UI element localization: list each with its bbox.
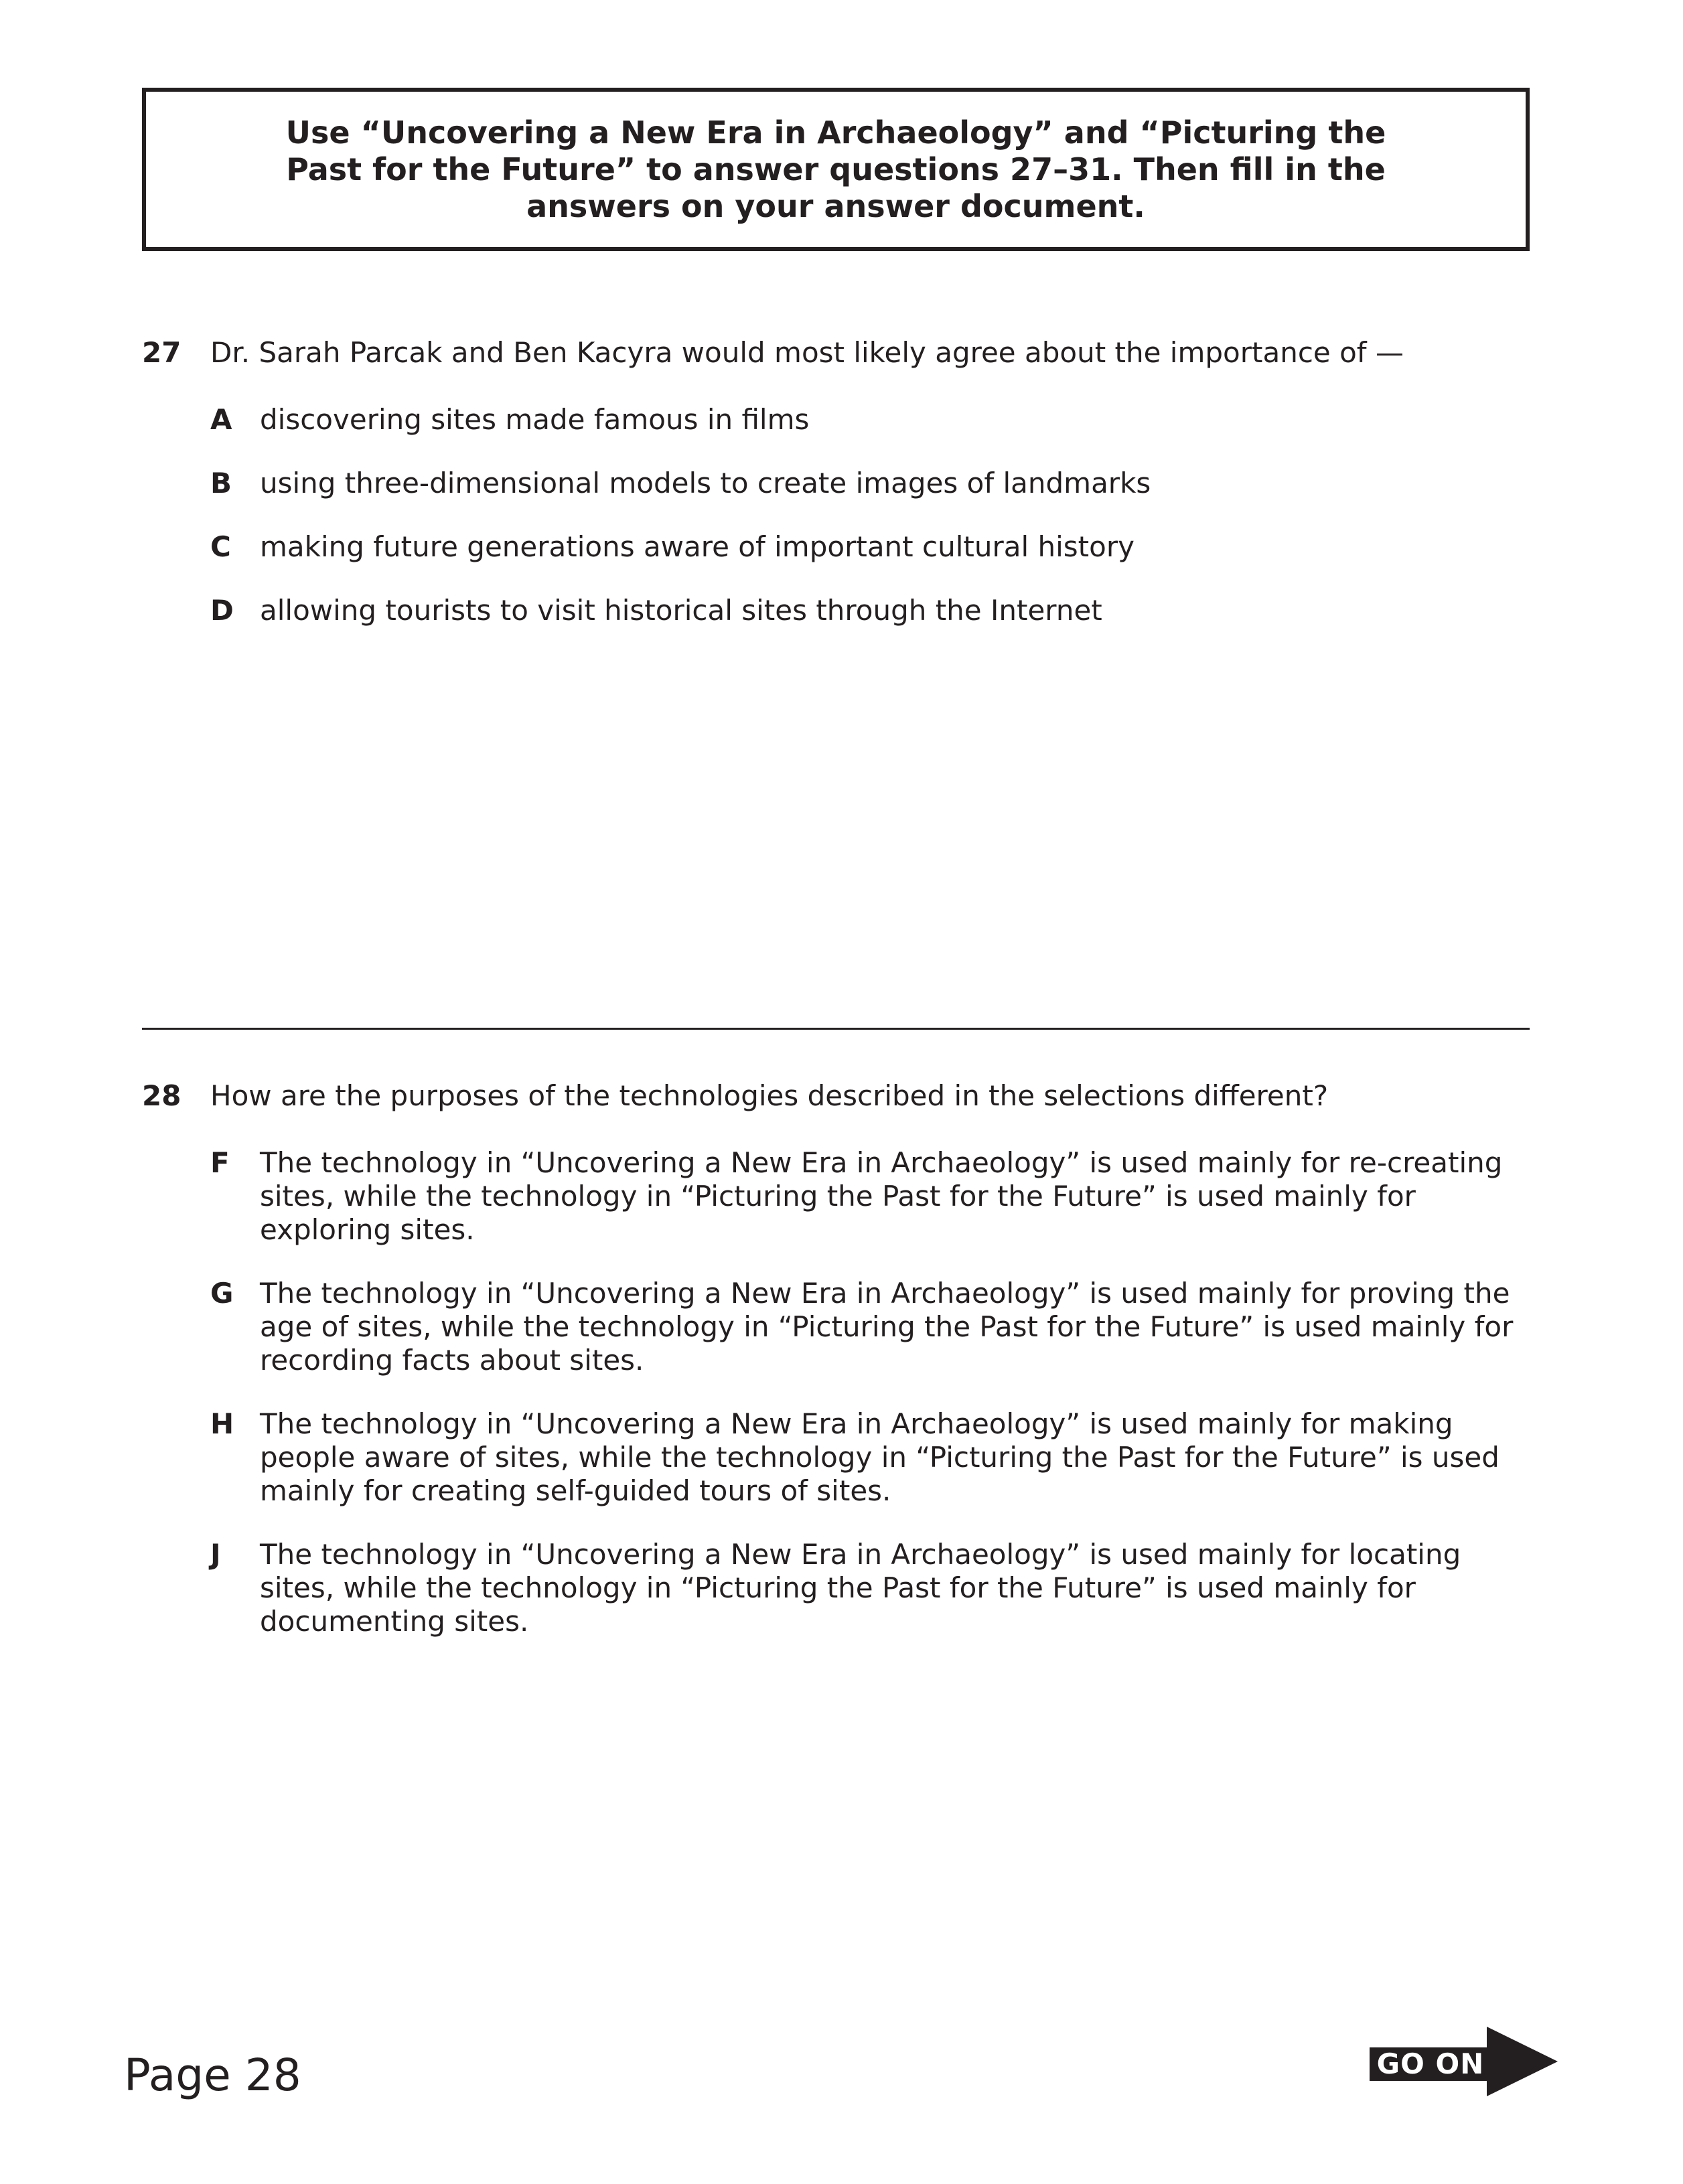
option-f[interactable] [210,1146,1542,1247]
question-header [142,1079,1542,1113]
option-text: The technology in “Uncovering a New Era in Archaeology” is used mainly for re-creating sites, while the technology in “Picturing the Past for the Future” is used mainly for exploring sites. [260,1146,1503,1246]
option-j[interactable] [210,1538,1542,1638]
question-number: 27 [142,336,181,369]
option-letter: B [210,467,232,499]
page-number: Page 28 [124,2049,301,2101]
question-28 [142,1079,1542,1668]
option-text: The technology in “Uncovering a New Era in Archaeology” is used mainly for making people aware of sites, while the technology in “Picturing the Past for the Future” is used mainly for creating self-guided tours of sites. [260,1407,1499,1507]
option-g[interactable] [210,1277,1542,1377]
instruction-box [142,88,1530,251]
option-letter: J [210,1538,221,1571]
go-on-indicator [1370,2027,1557,2100]
instruction-text: Use “Uncovering a New Era in Archaeology” and “Picturing the Past for the Future” to answer questions 27–31. Then fill in the answers on your answer document. [285,114,1386,224]
answer-options [210,403,1542,627]
option-a[interactable] [210,403,1542,437]
arrow-right-icon [1487,2027,1558,2096]
option-text: discovering sites made famous in films [260,403,810,436]
go-on-label: GO ON [1370,2047,1491,2081]
option-letter: H [210,1407,234,1440]
question-number: 28 [142,1079,181,1112]
section-divider [142,1028,1530,1030]
question-27 [142,336,1542,657]
option-letter: F [210,1146,230,1179]
option-letter: A [210,403,232,436]
option-letter: D [210,594,234,627]
answer-options [210,1146,1542,1638]
option-d[interactable] [210,594,1542,627]
option-b[interactable] [210,467,1542,500]
option-text: The technology in “Uncovering a New Era in Archaeology” is used mainly for proving the age of sites, while the technology in “Picturing the Past for the Future” is used mainly for recording facts about sites. [260,1277,1514,1377]
option-letter: G [210,1277,234,1310]
option-h[interactable] [210,1407,1542,1508]
question-stem: How are the purposes of the technologies described in the selections different? [210,1079,1329,1112]
option-c[interactable] [210,530,1542,564]
question-header [142,336,1542,370]
option-text: The technology in “Uncovering a New Era in Archaeology” is used mainly for locating sites, while the technology in “Picturing the Past for the Future” is used mainly for documenting sites. [260,1538,1461,1638]
option-text: allowing tourists to visit historical sites through the Internet [260,594,1102,627]
option-letter: C [210,530,231,563]
option-text: using three-dimensional models to create images of landmarks [260,467,1151,499]
option-text: making future generations aware of important cultural history [260,530,1135,563]
question-stem: Dr. Sarah Parcak and Ben Kacyra would most likely agree about the importance of — [210,336,1404,369]
